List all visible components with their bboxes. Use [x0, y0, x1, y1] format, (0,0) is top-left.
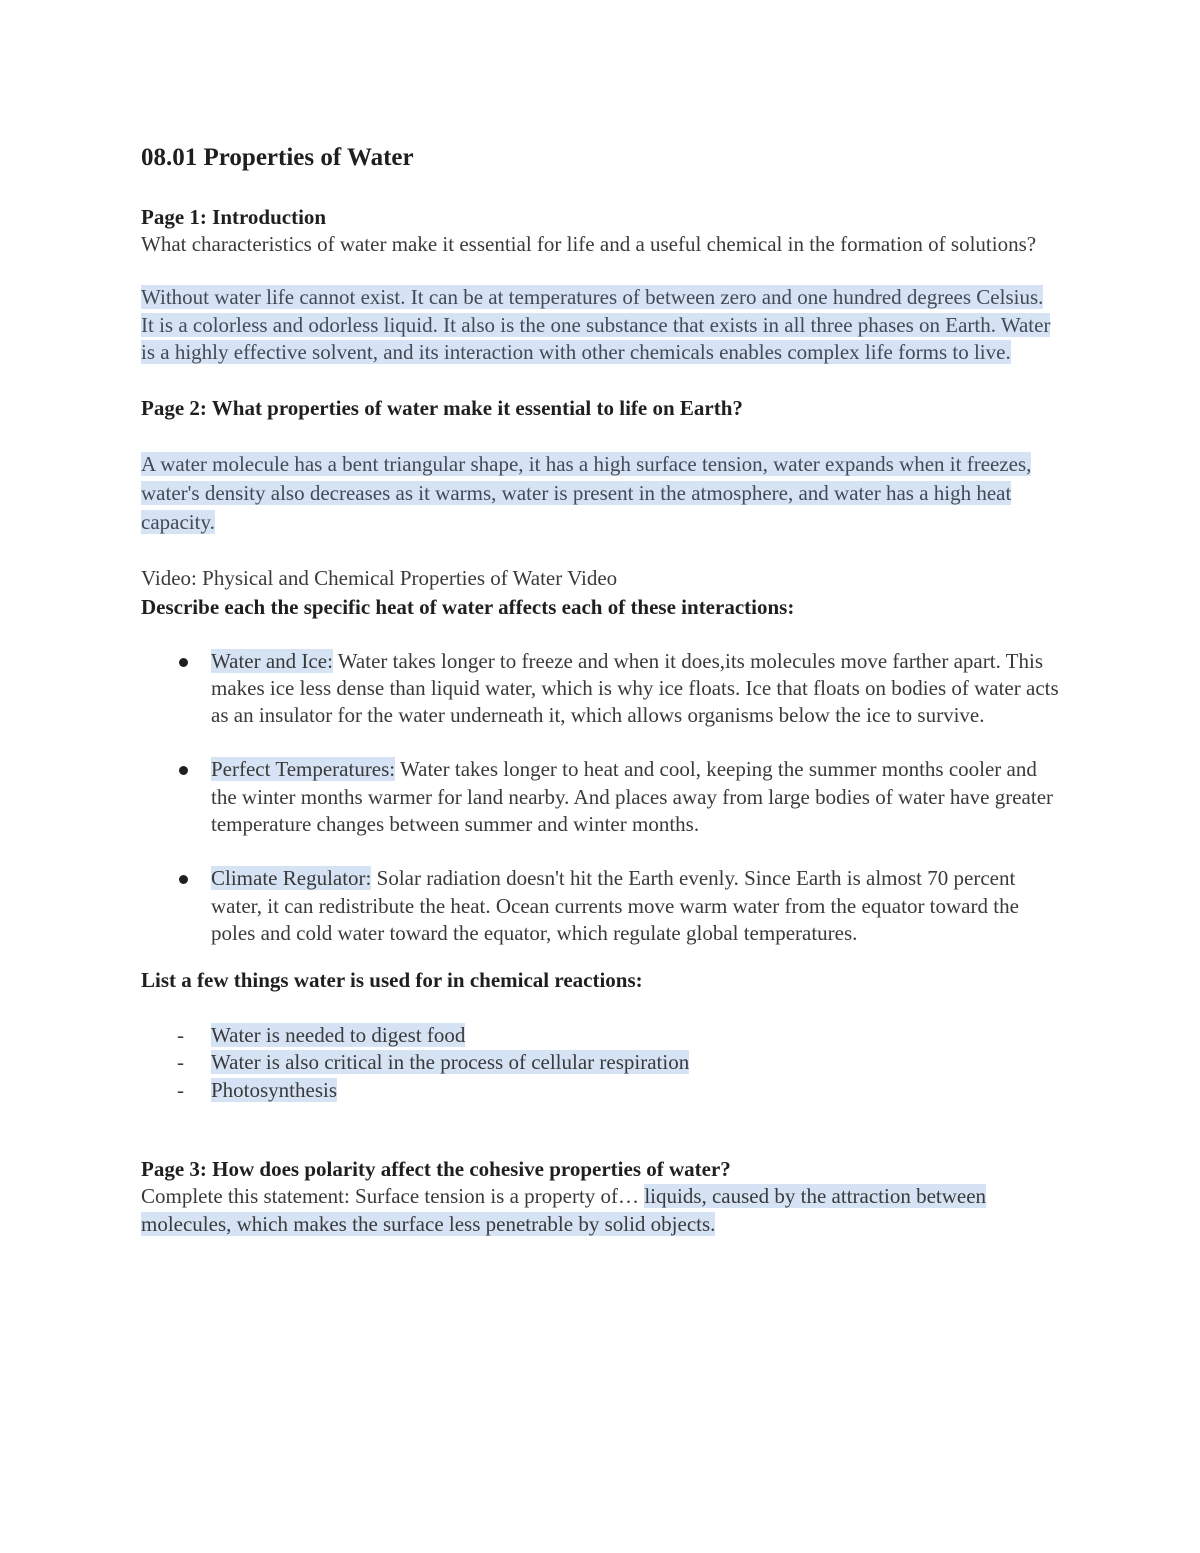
- bullet-icon: [179, 658, 188, 667]
- describe-prompt: Describe each the specific heat of water affects each of these interactions:: [141, 594, 795, 619]
- interaction-text: Water takes longer to heat and cool, keeping the summer months cooler and the winter months warmer for land nearby. And places away from large bodies of water have greater temperature changes between summer and winter months.: [211, 757, 1054, 836]
- interaction-label: Water and Ice:: [211, 648, 333, 673]
- dash-marker: -: [177, 1050, 184, 1075]
- page2-answer: A water molecule has a bent triangular shape, it has a high surface tension, water expands when it freezes, water's density also decreases as it warms, water is present in the atmosphere, and water has a high heat capacity.: [141, 451, 1032, 534]
- document-title: 08.01 Properties of Water: [141, 144, 414, 171]
- list-item: [141, 648, 1061, 730]
- list-prompt: List a few things water is used for in chemical reactions:: [141, 968, 643, 993]
- interaction-label: Climate Regulator:: [211, 866, 372, 891]
- use-text: Water is also critical in the process of cellular respiration: [211, 1050, 690, 1075]
- page1-question: What characteristics of water make it essential for life and a useful chemical in the formation of solutions?: [141, 232, 1037, 256]
- list-item: [141, 1049, 1061, 1076]
- interaction-label: Perfect Temperatures:: [211, 757, 396, 782]
- list-item: [141, 756, 1061, 838]
- statement-answer: liquids, caused by the attraction between molecules, which makes the surface less penetrable by solid objects.: [141, 1184, 987, 1236]
- statement-prefix: Complete this statement: Surface tension is a property of…: [141, 1184, 645, 1209]
- page2-heading: Page 2: What properties of water make it essential to life on Earth?: [141, 395, 743, 420]
- page1-heading: Page 1: Introduction: [141, 205, 327, 229]
- interaction-text: Water takes longer to freeze and when it does,its molecules move farther apart. This makes ice less dense than liquid water, which is why ice floats. Ice that floats on bodies of water acts as an insulator for the water underneath it, which allows organisms below the ice to survive.: [211, 648, 1059, 728]
- list-item: [141, 865, 1061, 947]
- document-page: [141, 140, 1061, 1238]
- video-title: Video: Physical and Chemical Properties of Water Video: [141, 565, 618, 590]
- list-item: [141, 1022, 1061, 1049]
- bullet-icon: [179, 875, 188, 884]
- use-text: Photosynthesis: [211, 1077, 338, 1102]
- uses-list: [141, 1022, 1061, 1104]
- bullet-icon: [179, 766, 188, 775]
- interactions-list: [141, 648, 1061, 948]
- dash-marker: -: [177, 1023, 184, 1048]
- list-item: [141, 1077, 1061, 1104]
- page3-heading: Page 3: How does polarity affect the cohesive properties of water?: [141, 1157, 731, 1182]
- interaction-text: Solar radiation doesn't hit the Earth evenly. Since Earth is almost 70 percent water, it can redistribute the heat. Ocean currents move warm water from the equator toward the poles and cold water toward the equator, which regulate global temperatures.: [211, 866, 1019, 945]
- dash-marker: -: [177, 1077, 184, 1102]
- use-text: Water is needed to digest food: [211, 1023, 466, 1048]
- page1-answer: Without water life cannot exist. It can be at temperatures of between zero and one hundred degrees Celsius. It is a colorless and odorless liquid. It also is the one substance that exists in all three phases on Earth. Water is a highly effective solvent, and its interaction with other chemicals enables complex life forms to live.: [141, 285, 1051, 364]
